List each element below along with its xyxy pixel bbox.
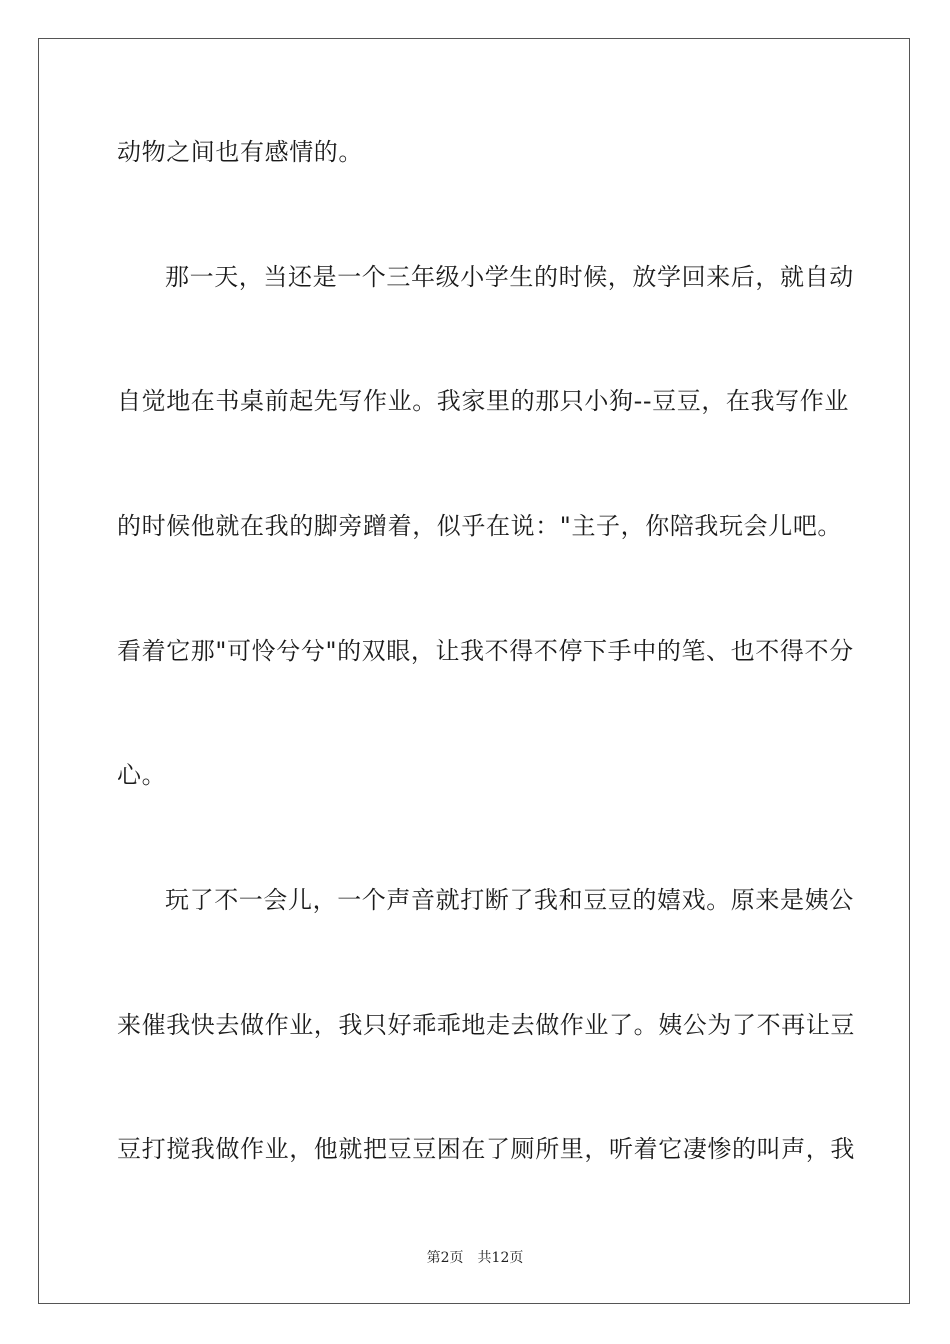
current-page-number: 第2页 — [426, 1250, 464, 1266]
paragraph-line-2: 那一天，当还是一个三年级小学生的时候，放学回来后，就自动 — [165, 263, 854, 291]
paragraph-line-1: 动物之间也有感情的。 — [117, 138, 363, 166]
total-pages: 共12页 — [477, 1250, 524, 1266]
paragraph-line-5: 看着它那"可怜兮兮"的双眼，让我不得不停下手中的笔、也不得不分 — [117, 637, 854, 665]
page-footer — [0, 1249, 950, 1267]
paragraph-line-7: 玩了不一会儿，一个声音就打断了我和豆豆的嬉戏。原来是姨公 — [165, 886, 854, 914]
paragraph-line-8: 来催我快去做作业，我只好乖乖地走去做作业了。姨公为了不再让豆 — [117, 1011, 855, 1039]
paragraph-line-6: 心。 — [117, 761, 167, 789]
paragraph-line-3: 自觉地在书桌前起先写作业。我家里的那只小狗--豆豆，在我写作业 — [117, 387, 849, 415]
paragraph-line-4: 的时候他就在我的脚旁蹭着，似乎在说："主子，你陪我玩会儿吧。 — [117, 512, 843, 540]
paragraph-line-9: 豆打搅我做作业，他就把豆豆困在了厕所里，听着它凄惨的叫声，我 — [117, 1135, 855, 1163]
page-border — [38, 38, 910, 1304]
